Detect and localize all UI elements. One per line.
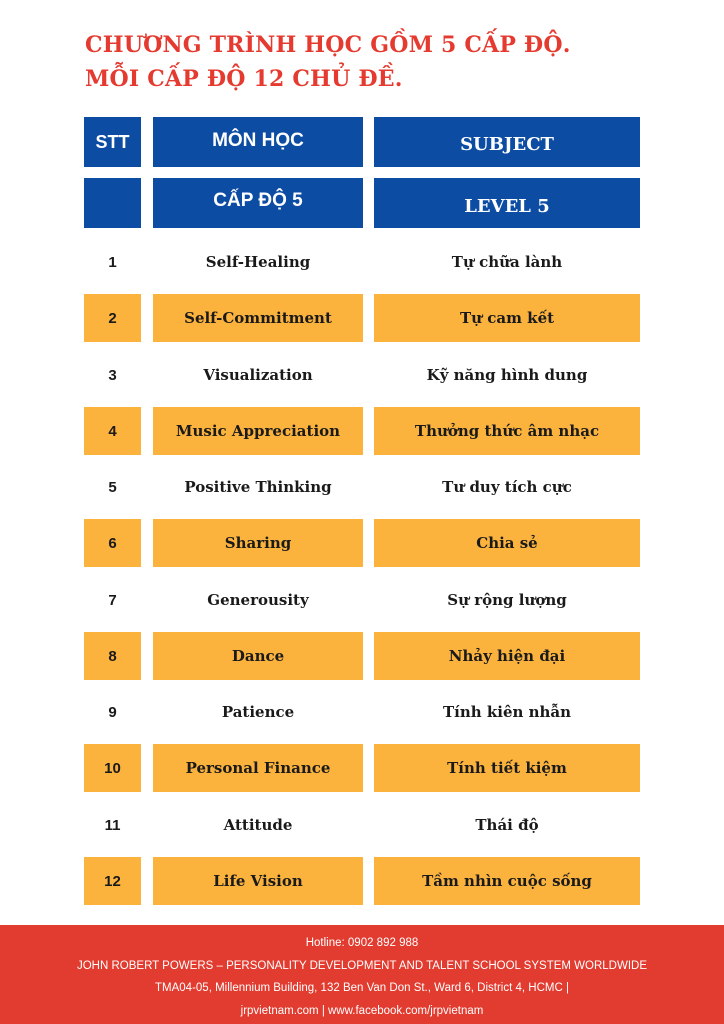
row-subject-vi: Kỹ năng hình dung — [426, 366, 588, 384]
row-subject-vi: Tự chữa lành — [451, 253, 563, 271]
level-en: LEVEL 5 — [374, 178, 640, 228]
level-stt-blank — [84, 178, 141, 228]
footer-company: JOHN ROBERT POWERS – PERSONALITY DEVELOPMENT AND TALENT SCHOOL SYSTEM WORLDWIDE — [76, 959, 647, 972]
row-subject-en: Dance — [153, 632, 363, 680]
row-number: 3 — [108, 366, 117, 384]
row-subject-en: Personal Finance — [153, 744, 363, 792]
row-number: 10 — [84, 744, 141, 792]
row-subject-vi: Tầm nhìn cuộc sống — [374, 857, 640, 905]
row-subject-en: Generousity — [207, 591, 309, 609]
row-subject-vi: Thái độ — [475, 816, 539, 834]
footer — [0, 925, 724, 1024]
row-subject-vi: Tự cam kết — [374, 294, 640, 342]
header-subject-en: SUBJECT — [374, 117, 640, 167]
row-subject-en: Music Appreciation — [153, 407, 363, 455]
row-number: 12 — [84, 857, 141, 905]
footer-links: jrpvietnam.com | www.facebook.com/jrpvietnam — [240, 1004, 484, 1017]
row-subject-en: Visualization — [203, 366, 313, 384]
row-subject-vi: Tính tiết kiệm — [374, 744, 640, 792]
level-vi: CẤP ĐỘ 5 — [153, 178, 363, 228]
header-subject-vi: MÔN HỌC — [153, 117, 363, 167]
row-subject-vi: Tính kiên nhẫn — [442, 703, 572, 721]
row-subject-en: Sharing — [153, 519, 363, 567]
title-line-1: CHƯƠNG TRÌNH HỌC GỒM 5 CẤP ĐỘ. — [85, 32, 571, 58]
row-subject-en: Attitude — [223, 816, 293, 834]
row-subject-vi: Chia sẻ — [374, 519, 640, 567]
row-subject-en: Self-Commitment — [153, 294, 363, 342]
footer-hotline: Hotline: 0902 892 988 — [305, 937, 419, 949]
row-subject-vi: Sự rộng lượng — [447, 591, 567, 609]
row-number: 4 — [84, 407, 141, 455]
row-subject-en: Life Vision — [153, 857, 363, 905]
row-number: 6 — [84, 519, 141, 567]
row-number: 8 — [84, 632, 141, 680]
page-title — [85, 28, 571, 96]
row-subject-vi: Thưởng thức âm nhạc — [374, 407, 640, 455]
header-stt: STT — [84, 117, 141, 167]
row-subject-en: Patience — [221, 703, 295, 721]
row-number: 11 — [104, 816, 121, 834]
row-subject-en: Positive Thinking — [184, 478, 332, 496]
row-number: 9 — [108, 703, 117, 721]
row-subject-vi: Nhảy hiện đại — [374, 632, 640, 680]
row-number: 5 — [108, 478, 117, 496]
title-line-2: MỖI CẤP ĐỘ 12 CHỦ ĐỀ. — [85, 66, 403, 92]
row-subject-en: Self-Healing — [205, 253, 311, 271]
footer-address: TMA04-05, Millennium Building, 132 Ben Van Don St., Ward 6, District 4, HCMC | — [155, 982, 569, 994]
row-number: 1 — [108, 253, 117, 271]
row-subject-vi: Tư duy tích cực — [442, 478, 572, 496]
row-number: 7 — [108, 591, 117, 609]
row-number: 2 — [84, 294, 141, 342]
